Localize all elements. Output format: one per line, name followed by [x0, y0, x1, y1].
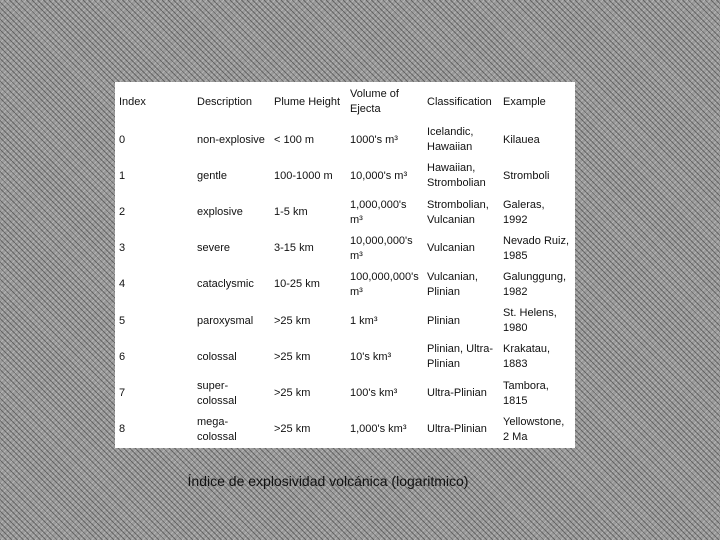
cell-example: St. Helens, 1980 [503, 307, 557, 335]
cell-index: 8 [119, 423, 126, 436]
table-row [115, 376, 575, 412]
cell-plume-height: 100-1000 m [274, 169, 333, 182]
cell-classification: Icelandic, Hawaiian [427, 126, 474, 154]
cell-plume-height: 10-25 km [274, 278, 320, 291]
cell-example: Nevado Ruiz, 1985 [503, 234, 570, 262]
cell-example: Galunggung, 1982 [503, 270, 566, 298]
cell-index: 4 [119, 278, 126, 291]
cell-example: Yellowstone, 2 Ma [503, 415, 565, 443]
cell-index: 3 [119, 242, 126, 255]
cell-classification: Plinian, Ultra-Plinian [427, 343, 494, 371]
cell-description: super-colossal [197, 379, 237, 407]
cell-index: 1 [119, 169, 126, 182]
cell-plume-height: >25 km [274, 314, 311, 327]
table-row [115, 412, 575, 448]
cell-classification: Vulcanian, Plinian [427, 270, 478, 298]
cell-volume: 10,000,000's m³ [350, 234, 413, 262]
header-classification: Classification [427, 95, 492, 108]
cell-plume-height: 1-5 km [274, 206, 308, 219]
cell-description: cataclysmic [197, 278, 254, 291]
cell-description: explosive [197, 206, 243, 219]
cell-classification: Ultra-Plinian [427, 423, 487, 436]
cell-example: Tambora, 1815 [503, 379, 549, 407]
cell-volume: 10,000's m³ [350, 169, 408, 182]
cell-classification: Hawaiian, Strombolian [427, 162, 486, 190]
table-row [115, 158, 575, 194]
cell-description: non-explosive [197, 133, 265, 146]
cell-example: Kilauea [503, 133, 540, 146]
header-description: Description [197, 95, 253, 108]
slide-panel [115, 82, 575, 448]
cell-classification: Plinian [427, 314, 461, 327]
cell-example: Galeras, 1992 [503, 198, 545, 226]
cell-description: mega-colossal [197, 415, 237, 443]
vei-table [115, 82, 575, 448]
cell-index: 7 [119, 387, 126, 400]
slide-caption: Índice de explosividad volcánica (logaritmico) [187, 473, 469, 489]
cell-description: paroxysmal [197, 314, 254, 327]
cell-classification: Vulcanian [427, 242, 475, 255]
cell-description: severe [197, 242, 231, 255]
cell-classification: Ultra-Plinian [427, 387, 487, 400]
cell-plume-height: >25 km [274, 423, 311, 436]
table-row [115, 303, 575, 339]
cell-index: 0 [119, 133, 126, 146]
header-plume-height: Plume Height [274, 95, 341, 108]
header-index: Index [119, 95, 146, 108]
table-row [115, 231, 575, 267]
cell-volume: 1 km³ [350, 314, 378, 327]
cell-plume-height: >25 km [274, 387, 311, 400]
cell-index: 6 [119, 350, 126, 363]
cell-plume-height: < 100 m [274, 133, 315, 146]
cell-description: gentle [197, 169, 227, 182]
cell-volume: 100's km³ [350, 387, 398, 400]
cell-index: 2 [119, 206, 126, 219]
table-header-row [115, 82, 575, 122]
cell-volume: 1000's m³ [350, 133, 398, 146]
table-row [115, 267, 575, 303]
table-row [115, 339, 575, 375]
cell-example: Krakatau, 1883 [503, 343, 551, 371]
table-row [115, 122, 575, 158]
cell-classification: Strombolian, Vulcanian [427, 198, 489, 226]
cell-volume: 10's km³ [350, 350, 392, 363]
cell-description: colossal [197, 350, 237, 363]
header-example: Example [503, 95, 546, 108]
cell-volume: 1,000,000's m³ [350, 198, 407, 226]
cell-plume-height: 3-15 km [274, 242, 314, 255]
table-row [115, 194, 575, 230]
cell-plume-height: >25 km [274, 350, 311, 363]
cell-example: Stromboli [503, 169, 550, 182]
cell-index: 5 [119, 314, 126, 327]
header-volume-of-ejecta: Volume of Ejecta [350, 88, 399, 115]
cell-volume: 100,000,000's m³ [350, 270, 419, 298]
cell-volume: 1,000's km³ [350, 423, 407, 436]
